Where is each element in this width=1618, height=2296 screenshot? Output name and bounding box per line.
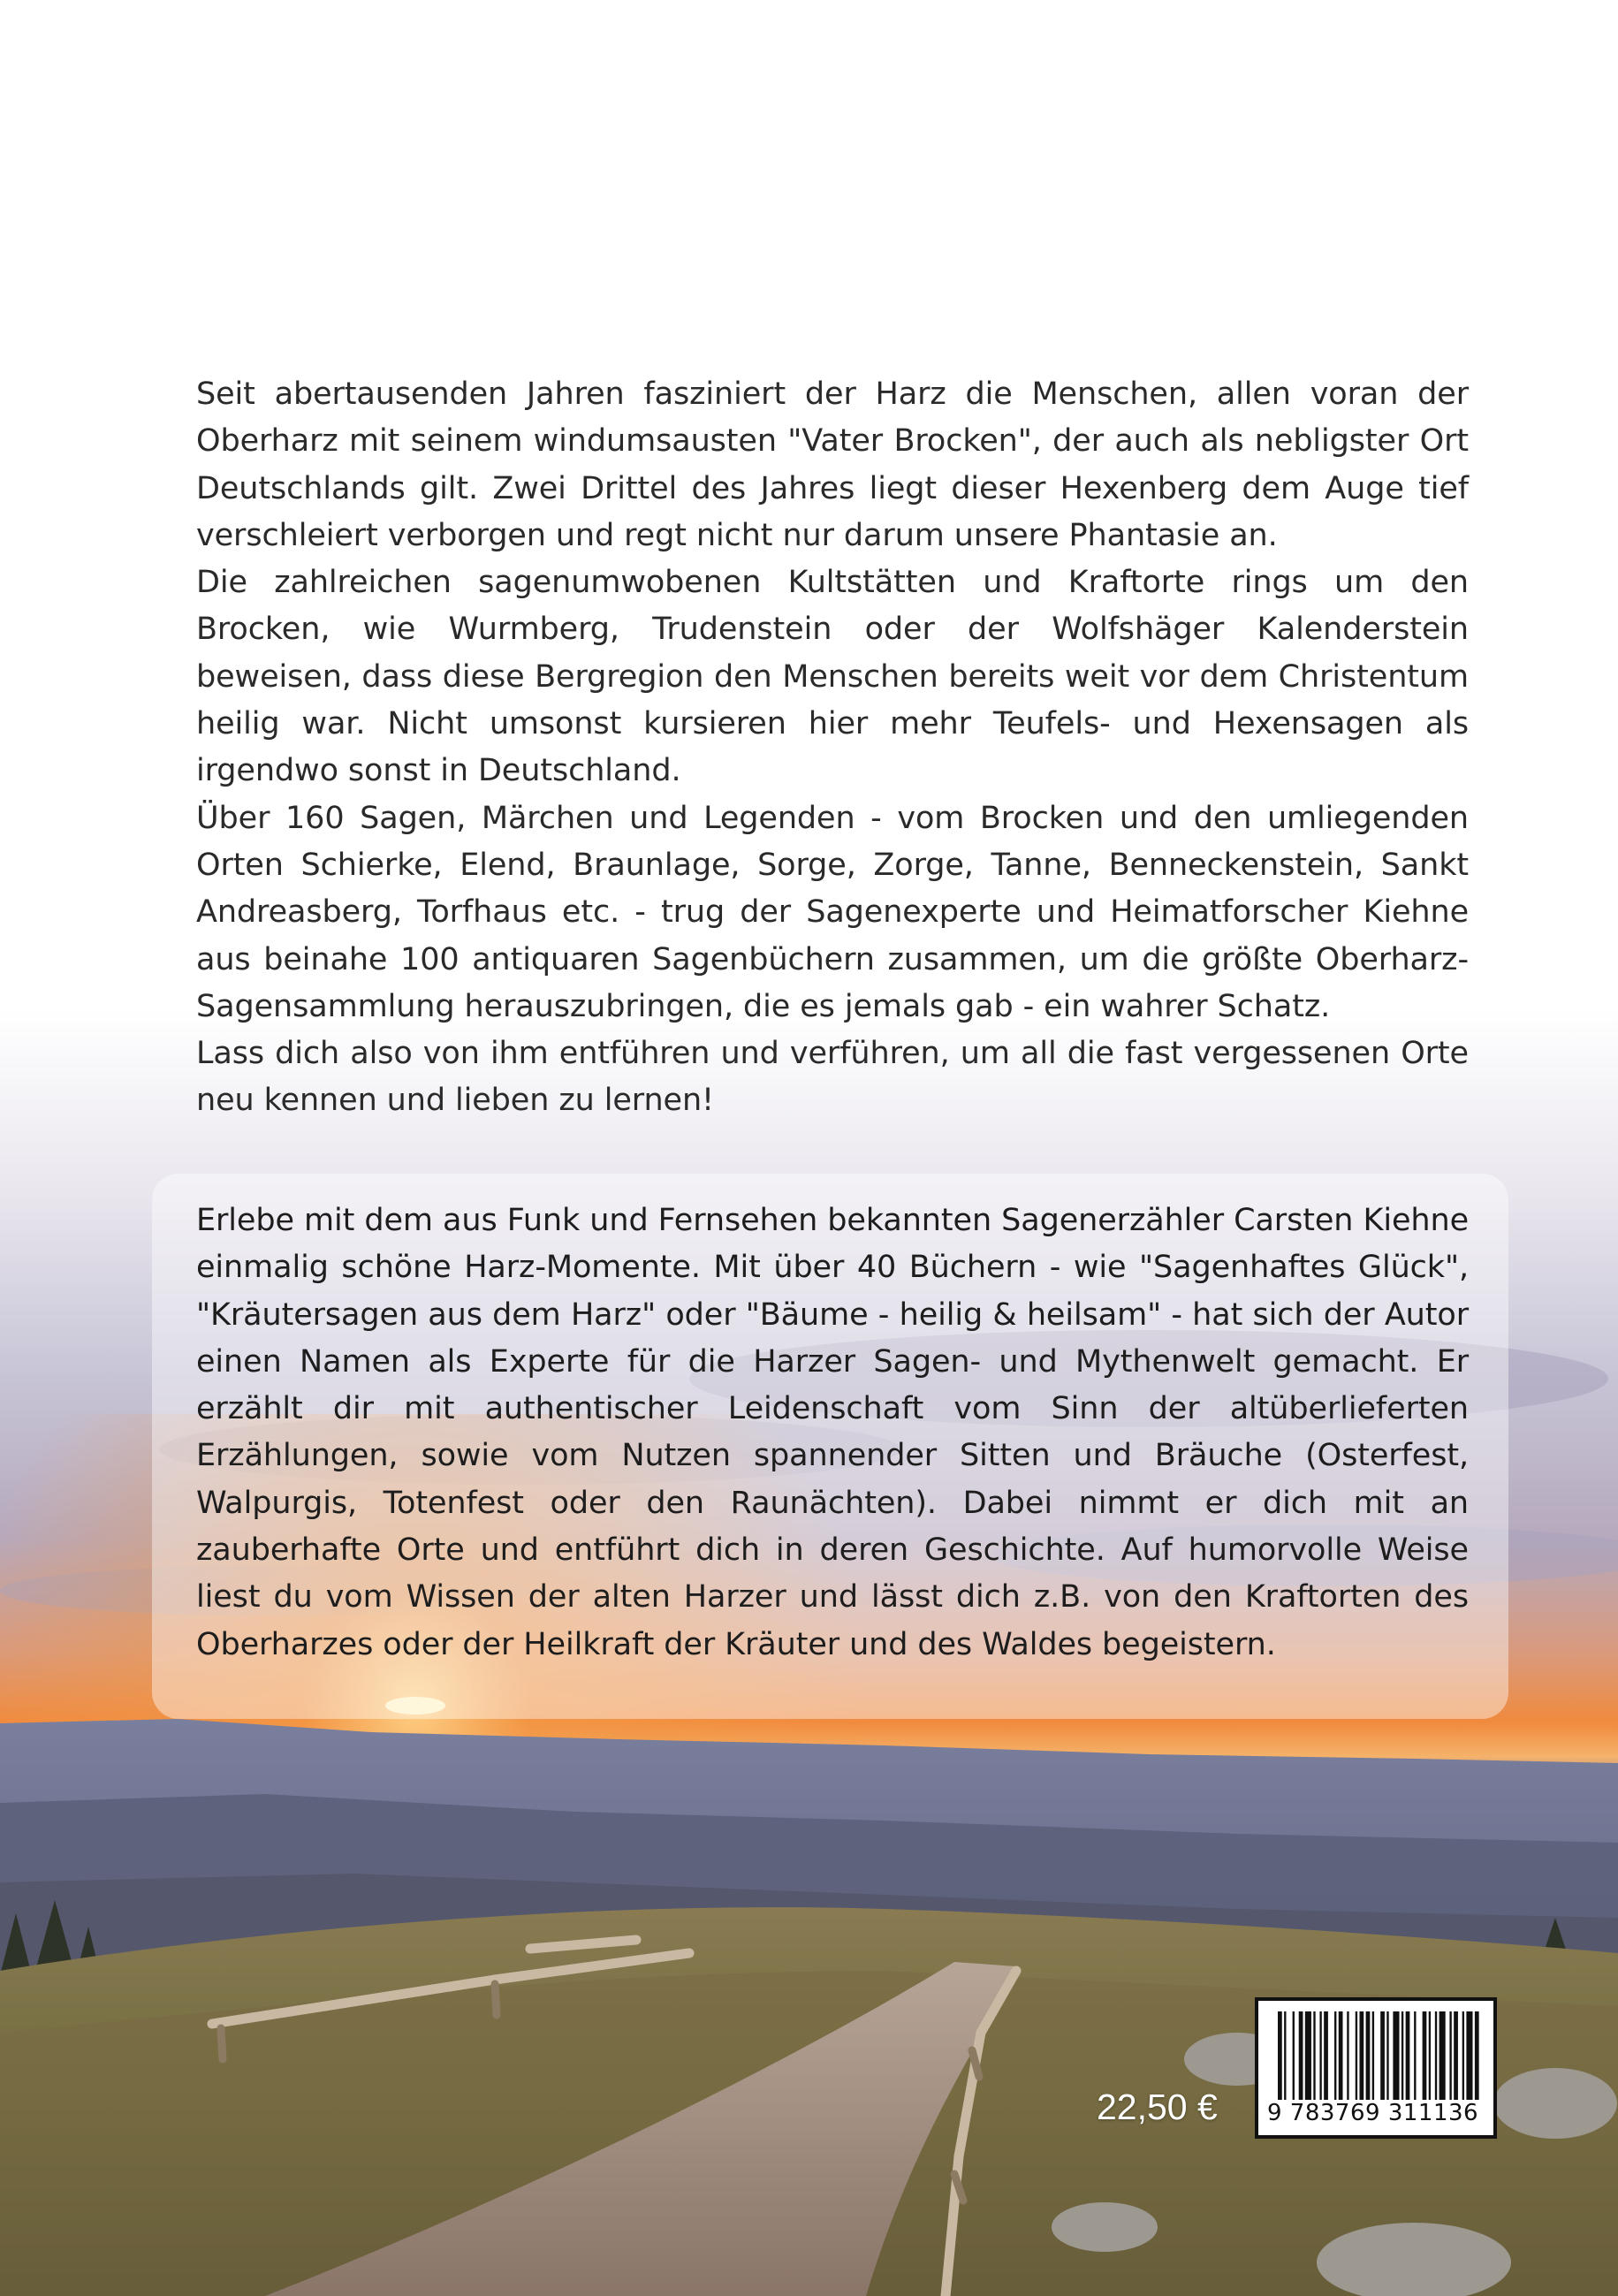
barcode-bar xyxy=(1293,2011,1295,2100)
isbn-number: 9 783769 311136 xyxy=(1267,2100,1479,2126)
barcode-bar xyxy=(1423,2011,1427,2100)
description-paragraph: Die zahlreichen sagenumwobenen Kultstätten und Kraftorte rings um den Brocken, wie Wurmberg, Trudenstein oder der Wolfshäger Kalenderstein beweisen, dass diese Bergregion den Menschen bereits weit vor dem Christentum heilig war. Nicht umsonst kursieren hier mehr Teufels- und Hexensagen als irgendwo sonst in Deutschland. xyxy=(196,565,1469,789)
barcode-bar xyxy=(1359,2011,1364,2100)
description-paragraph: Seit abertausenden Jahren fasziniert der Harz die Menschen, allen voran der Oberharz mit seinem windumsausten "Vater Brocken", der auch als nebligster Ort Deutschlands gilt. Zwei Drittel des Jahres liegt dieser Hexenberg dem Auge tief verschleiert verborgen und regt nicht nur darum unsere Phantasie an. xyxy=(196,376,1469,553)
barcode-bar xyxy=(1439,2011,1446,2100)
barcode-bar xyxy=(1299,2011,1303,2100)
barcode-bar xyxy=(1284,2011,1286,2100)
barcode-bar xyxy=(1347,2011,1348,2100)
barcode-bar xyxy=(1313,2011,1315,2100)
author-bio xyxy=(196,1197,1469,1669)
barcode-bar xyxy=(1414,2011,1416,2100)
barcode-bar xyxy=(1319,2011,1321,2100)
barcode-bar xyxy=(1435,2011,1437,2100)
barcode-bar xyxy=(1305,2011,1311,2100)
barcode-bar xyxy=(1393,2011,1399,2100)
price-label: 22,50 € xyxy=(1097,2087,1218,2127)
barcode-bar xyxy=(1386,2011,1388,2100)
barcode-bar xyxy=(1429,2011,1431,2100)
barcode-bar xyxy=(1372,2011,1374,2100)
barcode-bar xyxy=(1449,2011,1451,2100)
barcode-bar xyxy=(1466,2011,1472,2100)
barcode-bar xyxy=(1324,2011,1328,2100)
barcode-bar xyxy=(1339,2011,1343,2100)
barcode-bar xyxy=(1356,2011,1357,2100)
description-paragraph: Über 160 Sagen, Märchen und Legenden - vom Brocken und den umliegenden Orten Schierke, Elend, Braunlage, Sorge, Zorge, Tanne, Benneckenstein, Sankt Andreasberg, Torfhaus etc. - trug der Sagenexperte und Heimatforscher Kiehne aus beinahe 100 antiquaren Sagenbüchern zusammen, um die größte Oberharz-Sagensammlung herauszubringen, die es jemals gab - ein wahrer Schatz. xyxy=(196,800,1469,1024)
barcode-bar xyxy=(1380,2011,1385,2100)
barcode-bar xyxy=(1334,2011,1336,2100)
description-paragraph: Lass dich also von ihm entführen und verführen, um all die fast vergessenen Orte neu kennen und lieben zu lernen! xyxy=(196,1036,1469,1119)
barcode-bar xyxy=(1402,2011,1403,2100)
book-description xyxy=(196,371,1469,1125)
barcode-bar xyxy=(1406,2011,1410,2100)
barcode-bars xyxy=(1278,2011,1481,2100)
barcode-bar xyxy=(1454,2011,1458,2100)
isbn-barcode xyxy=(1255,1997,1497,2139)
barcode-bar xyxy=(1475,2011,1479,2100)
barcode-bar xyxy=(1366,2011,1371,2100)
barcode-bar xyxy=(1462,2011,1464,2100)
author-bio-text: Erlebe mit dem aus Funk und Fernsehen bekannten Sagenerzähler Carsten Kiehne einmalig schöne Harz-Momente. Mit über 40 Büchern - wie "Sagenhaftes Glück", "Kräutersagen aus dem Harz" oder "Bäume - heilig & heilsam" - hat sich der Autor einen Namen als Experte für die Harzer Sagen- und Mythenwelt gemacht. Er erzählt dir mit authentischer Leidenschaft vom Sinn der altüberlieferten Erzählungen, sowie vom Nutzen spannender Sitten und Bräuche (Osterfest, Walpurgis, Totenfest oder den Raunächten). Dabei nimmt er dich mit an zauberhafte Orte und entführt dich in deren Geschichte. Auf humorvolle Weise liest du vom Wissen der alten Harzer und lässt dich z.B. von den Kraftorten des Oberharzes oder der Heilkraft der Kräuter und des Waldes begeistern. xyxy=(196,1203,1469,1662)
barcode-bar xyxy=(1278,2011,1282,2100)
